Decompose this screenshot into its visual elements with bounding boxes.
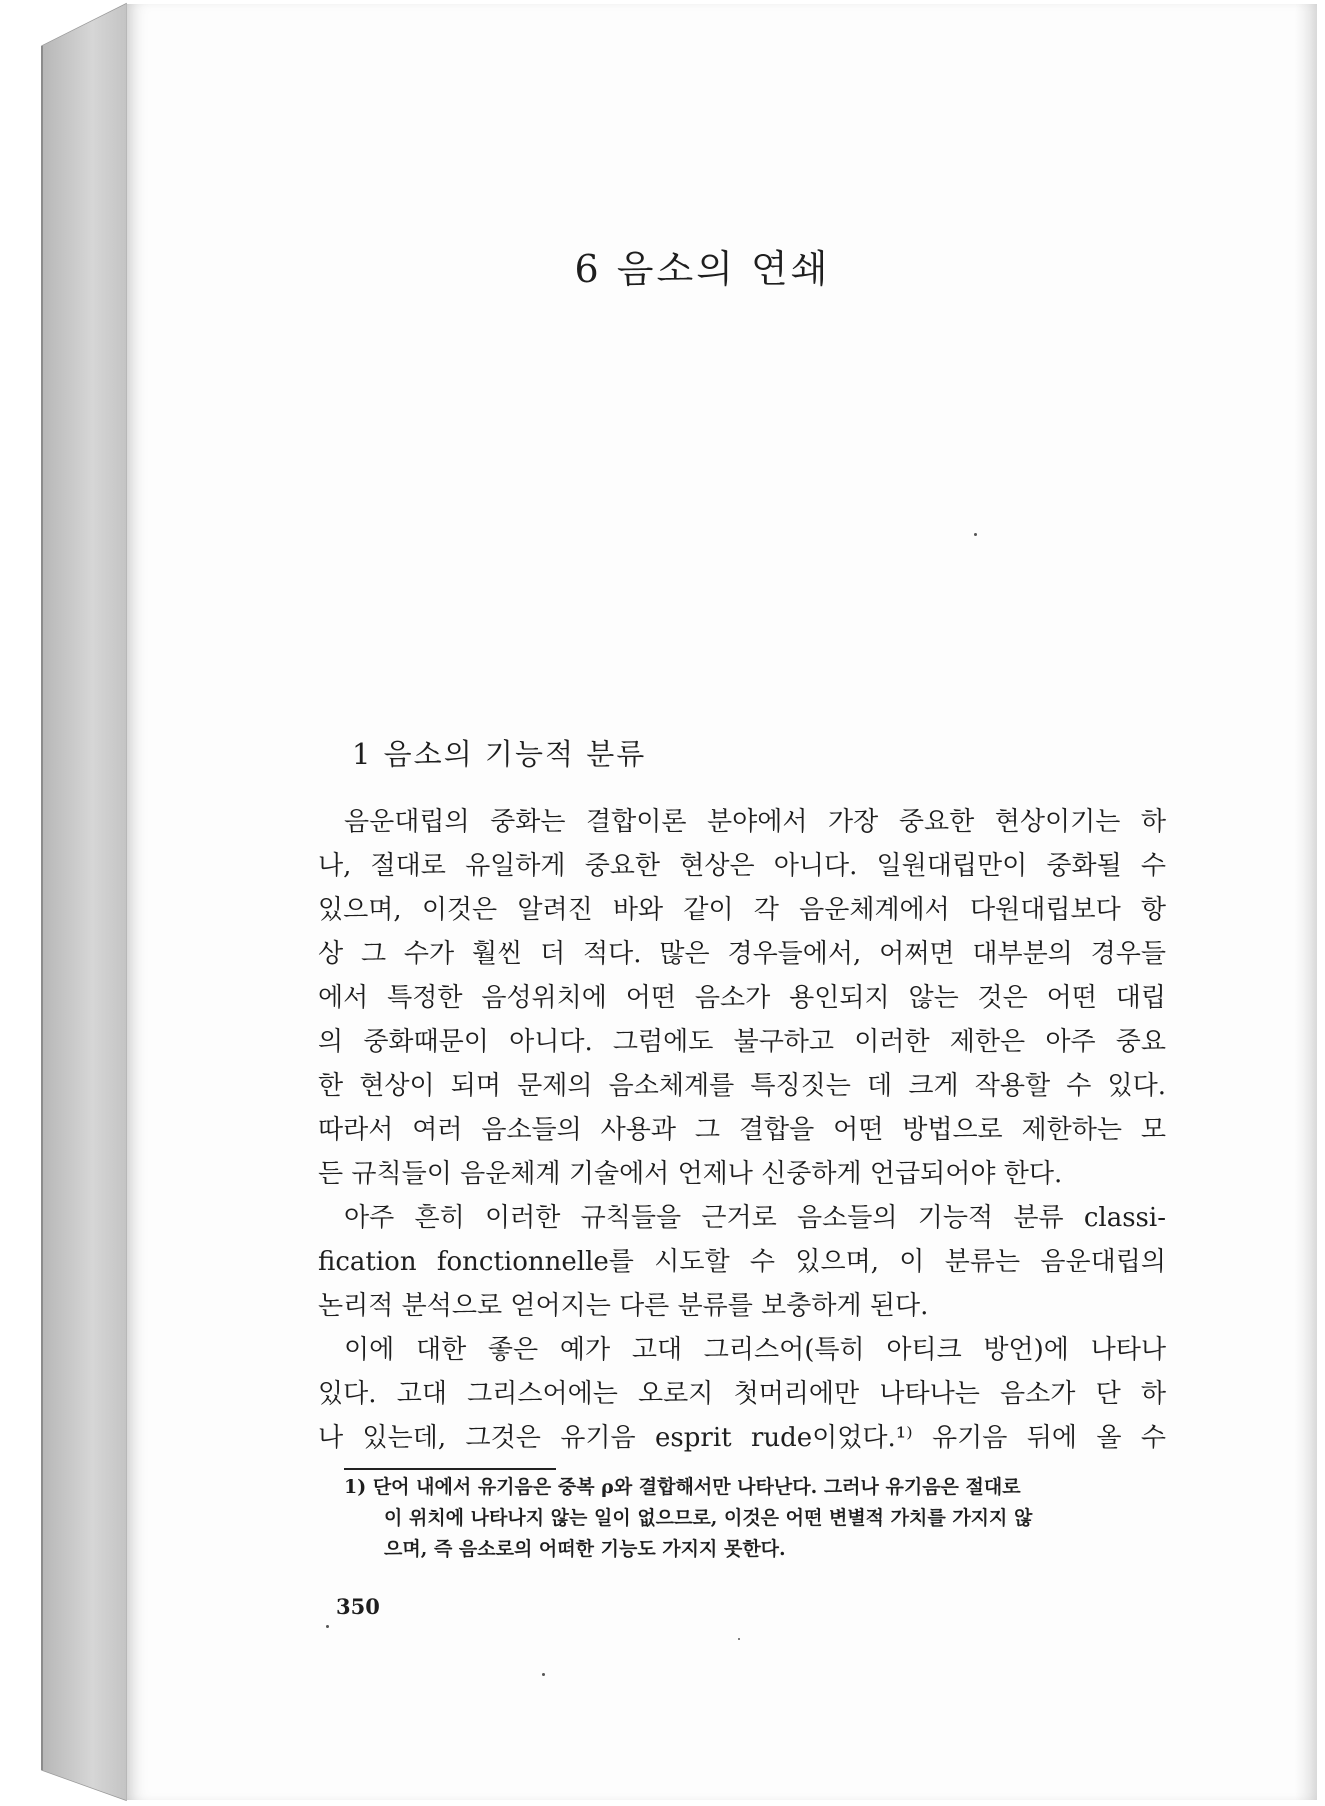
body-line: 의 중화때문이 아니다. 그럼에도 불구하고 이러한 제한은 아주 중요 — [318, 1027, 1166, 1057]
body-line: 아주 흔히 이러한 규칙들을 근거로 음소들의 기능적 분류 classi- — [344, 1203, 1166, 1233]
body-line: 상 그 수가 훨씬 더 적다. 많은 경우들에서, 어쩌면 대부분의 경우들 — [318, 939, 1166, 969]
body-line: 있다. 고대 그리스어에는 오로지 첫머리에만 나타나는 음소가 단 하 — [318, 1379, 1166, 1409]
footnote-line: 1) 단어 내에서 유기음은 중복 ρ와 결합해서만 나타난다. 그러나 유기음은 절대로 — [344, 1476, 1021, 1498]
body-text — [318, 800, 1166, 1460]
body-line: 있으며, 이것은 알려진 바와 같이 각 음운체계에서 다원대립보다 항 — [318, 895, 1166, 925]
page-number: 350 — [336, 1594, 380, 1619]
scan-speck — [326, 1625, 329, 1628]
section-heading: 1 음소의 기능적 분류 — [352, 737, 647, 771]
footnote-rule — [344, 1468, 556, 1470]
body-line: 음운대립의 중화는 결합이론 분야에서 가장 중요한 현상이기는 하 — [344, 807, 1166, 837]
footnote-line: 이 위치에 나타나지 않는 일이 없으므로, 이것은 어떤 변별적 가치를 가지지 않 — [384, 1507, 1033, 1529]
body-line: 따라서 여러 음소들의 사용과 그 결합을 어떤 방법으로 제한하는 모 — [318, 1115, 1166, 1145]
body-line: 논리적 분석으로 얻어지는 다른 분류를 보충하게 된다. — [318, 1291, 929, 1321]
body-line: 든 규칙들이 음운체계 기술에서 언제나 신중하게 언급되어야 한다. — [318, 1159, 1063, 1189]
body-line: 나 있는데, 그것은 유기음 esprit rude이었다.¹⁾ 유기음 뒤에 올 수 — [318, 1423, 1166, 1453]
body-line: fication fonctionnelle를 시도할 수 있으며, 이 분류는 음운대립의 — [318, 1247, 1166, 1277]
footnote — [344, 1472, 1166, 1565]
body-line: 나, 절대로 유일하게 중요한 현상은 아니다. 일원대립만이 중화될 수 — [318, 851, 1166, 881]
scan-speck — [974, 533, 977, 536]
scan-speck — [542, 1673, 545, 1676]
body-line: 한 현상이 되며 문제의 음소체계를 특징짓는 데 크게 작용할 수 있다. — [318, 1071, 1166, 1101]
body-line: 에서 특정한 음성위치에 어떤 음소가 용인되지 않는 것은 어떤 대립 — [318, 983, 1166, 1013]
scan-speck — [738, 1638, 740, 1640]
footnote-line: 으며, 즉 음소로의 어떠한 기능도 가지지 못한다. — [384, 1538, 786, 1560]
chapter-title: 6 음소의 연쇄 — [574, 247, 831, 291]
body-line: 이에 대한 좋은 예가 고대 그리스어(특히 아티크 방언)에 나타나 — [344, 1335, 1166, 1365]
